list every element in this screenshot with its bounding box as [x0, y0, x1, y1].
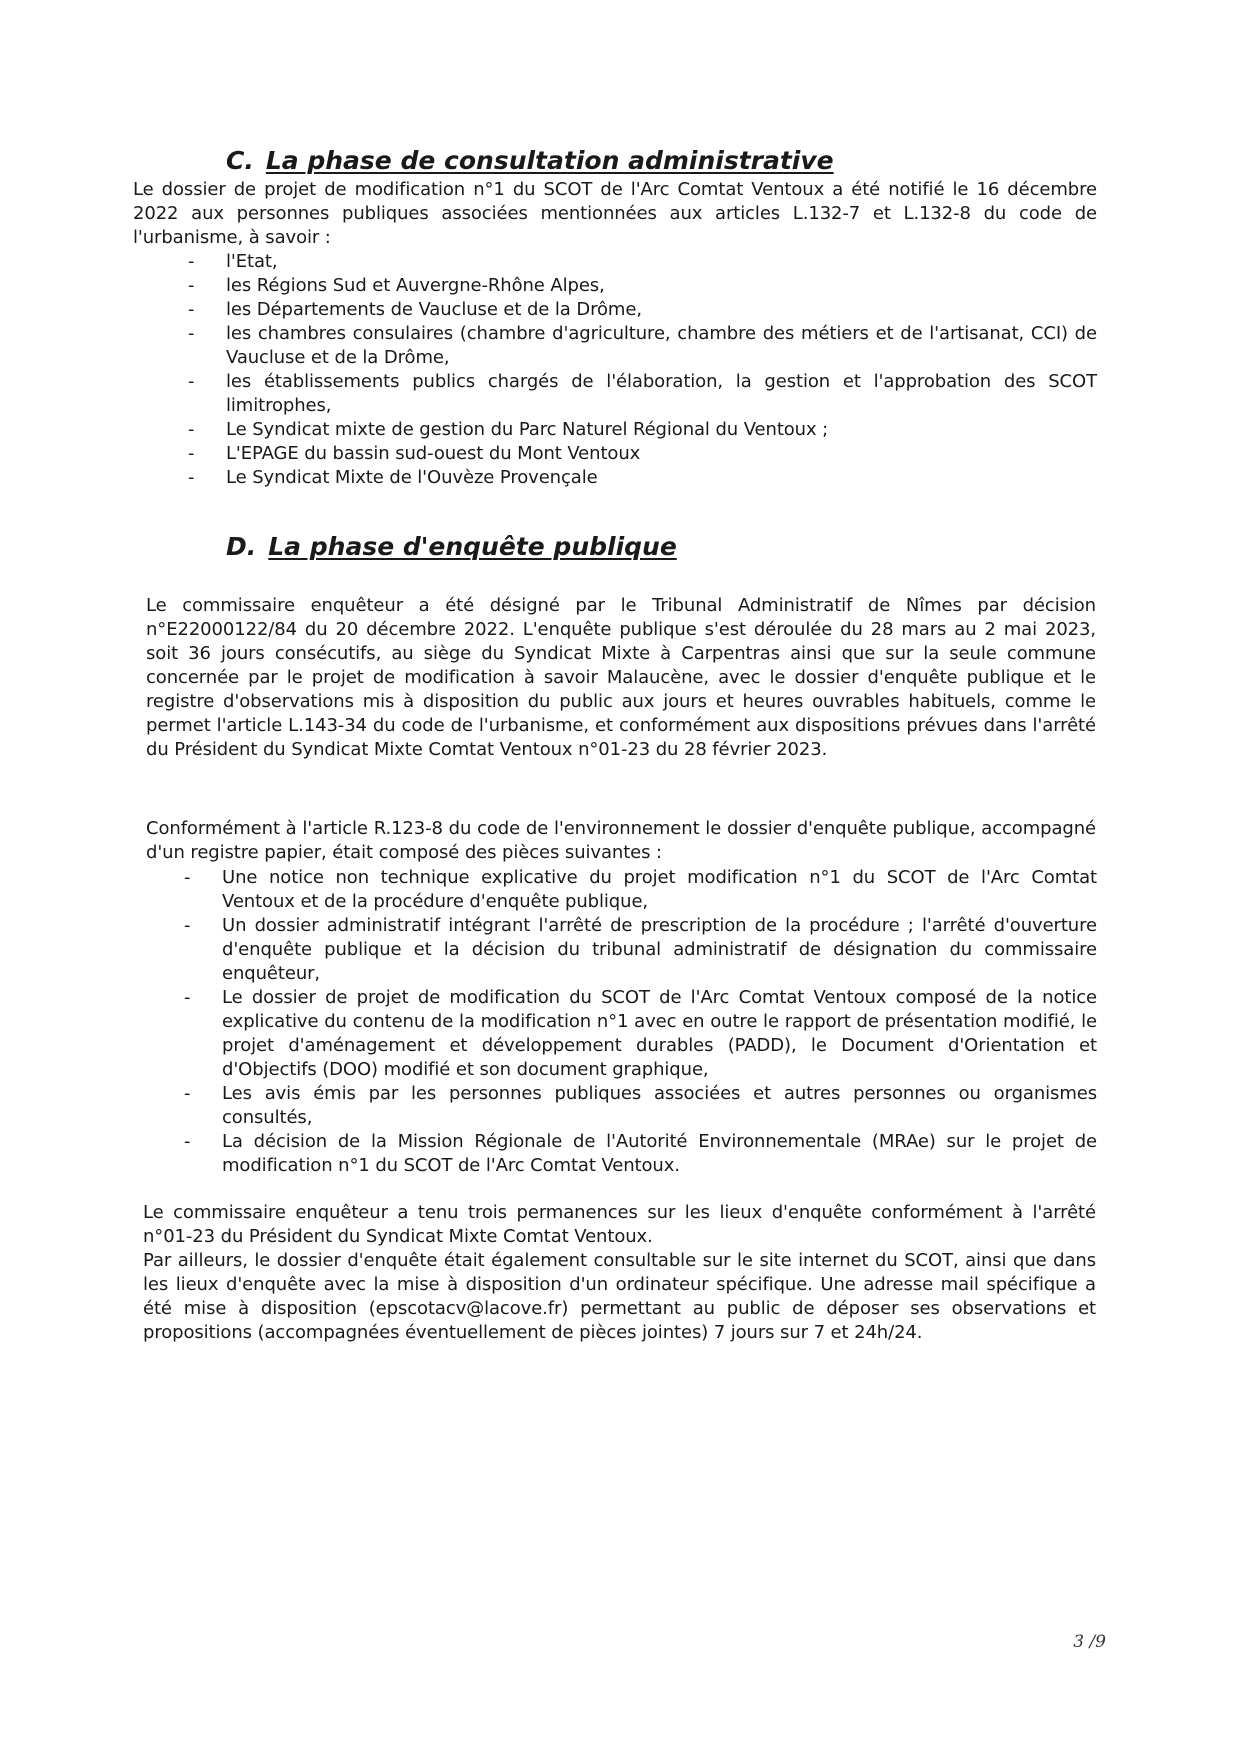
list-item: [184, 1082, 1097, 1130]
list-item-text: les Départements de Vaucluse et de la Drôme,: [226, 299, 642, 320]
list-item: [184, 866, 1097, 914]
section-d-paragraph-3: Le commissaire enquêteur a tenu trois permanences sur les lieux d'enquête conformément à l'arrêté n°01-23 du Président du Syndicat Mixte Comtat Ventoux.: [143, 1202, 1096, 1247]
list-item: [184, 1130, 1097, 1178]
list-dash: -: [188, 371, 195, 392]
section-c-list: [188, 250, 1097, 490]
list-dash: -: [188, 443, 195, 464]
list-item-text: l'Etat,: [226, 251, 278, 272]
list-item: [184, 986, 1097, 1082]
list-item-text: Un dossier administratif intégrant l'arrêté de prescription de la procédure ; l'arrêté d'ouverture d'enquête publique et la décision du tribunal administratif de désignation du commissaire enquêteur,: [222, 915, 1097, 984]
section-d-letter: D.: [226, 532, 257, 561]
section-d-paragraph-2: Conformément à l'article R.123-8 du code de l'environnement le dossier d'enquête publique, accompagné d'un registre papier, était composé des pièces suivantes :: [146, 818, 1096, 863]
section-c-title: La phase de consultation administrative: [265, 146, 834, 175]
list-item-text: Le dossier de projet de modification du SCOT de l'Arc Comtat Ventoux composé de la notice explicative du contenu de la modification n°1 avec en outre le rapport de présentation modifié, le projet d'aménagement et développement durables (PADD), le Document d'Orientation et d'Objectifs (DOO) modifié et son document graphique,: [222, 987, 1097, 1080]
list-item-text: Le Syndicat Mixte de l'Ouvèze Provençale: [226, 467, 598, 488]
page-number: 3 /9: [1073, 1632, 1106, 1652]
list-item: [188, 466, 1097, 490]
section-d-paragraph-4: Par ailleurs, le dossier d'enquête était également consultable sur le site internet du SCOT, ainsi que dans les lieux d'enquête avec la mise à disposition d'un ordinateur spécifique. Une adresse mail spécifique a été mise à disposition (epscotacv@lacove.fr) permettant au public de déposer ses observations et propositions (accompagnées éventuellement de pièces jointes) 7 jours sur 7 et 24h/24.: [143, 1250, 1096, 1343]
list-item-text: La décision de la Mission Régionale de l'Autorité Environnementale (MRAe) sur le projet de modification n°1 du SCOT de l'Arc Comtat Ventoux.: [222, 1131, 1097, 1176]
list-item: [188, 298, 1097, 322]
list-dash: -: [188, 251, 195, 272]
list-item-text: Le Syndicat mixte de gestion du Parc Naturel Régional du Ventoux ;: [226, 419, 829, 440]
list-item: [188, 250, 1097, 274]
list-item-text: les établissements publics chargés de l'élaboration, la gestion et l'approbation des SCOT limitrophes,: [226, 371, 1097, 416]
list-dash: -: [184, 1131, 191, 1152]
section-d-paragraph-1: Le commissaire enquêteur a été désigné par le Tribunal Administratif de Nîmes par décision n°E22000122/84 du 20 décembre 2022. L'enquête publique s'est déroulée du 28 mars au 2 mai 2023, soit 36 jours consécutifs, au siège du Syndicat Mixte à Carpentras ainsi que sur la seule commune concernée par le projet de modification à savoir Malaucène, avec le dossier d'enquête publique et le registre d'observations mis à disposition du public aux jours et heures ouvrables habituels, comme le permet l'article L.143-34 du code de l'urbanisme, et conformément aux dispositions prévues dans l'arrêté du Président du Syndicat Mixte Comtat Ventoux n°01-23 du 28 février 2023.: [146, 595, 1096, 760]
list-item-text: les chambres consulaires (chambre d'agriculture, chambre des métiers et de l'artisanat, CCI) de Vaucluse et de la Drôme,: [226, 323, 1097, 368]
list-item-text: Une notice non technique explicative du projet modification n°1 du SCOT de l'Arc Comtat Ventoux et de la procédure d'enquête publique,: [222, 867, 1097, 912]
list-item: [188, 370, 1097, 418]
list-dash: -: [184, 1083, 191, 1104]
list-dash: -: [188, 323, 195, 344]
list-item: [188, 442, 1097, 466]
list-dash: -: [188, 419, 195, 440]
list-dash: -: [188, 467, 195, 488]
list-item: [188, 274, 1097, 298]
list-item: [188, 322, 1097, 370]
list-item-text: L'EPAGE du bassin sud-ouest du Mont Ventoux: [226, 443, 641, 464]
section-d-list: [184, 866, 1097, 1178]
list-item: [188, 418, 1097, 442]
section-c-intro: Le dossier de projet de modification n°1 du SCOT de l'Arc Comtat Ventoux a été notifié le 16 décembre 2022 aux personnes publiques associées mentionnées aux articles L.132-7 et L.132-8 du code de l'urbanisme, à savoir :: [133, 179, 1097, 248]
section-d-title: La phase d'enquête publique: [268, 532, 677, 561]
list-dash: -: [184, 915, 191, 936]
section-c-heading: [226, 146, 834, 176]
list-item-text: Les avis émis par les personnes publiques associées et autres personnes ou organismes consultés,: [222, 1083, 1097, 1128]
list-item-text: les Régions Sud et Auvergne-Rhône Alpes,: [226, 275, 605, 296]
section-d-heading: [226, 532, 677, 562]
list-dash: -: [188, 275, 195, 296]
list-dash: -: [184, 987, 191, 1008]
list-dash: -: [184, 867, 191, 888]
section-c-letter: C.: [226, 146, 254, 175]
list-item: [184, 914, 1097, 986]
list-dash: -: [188, 299, 195, 320]
